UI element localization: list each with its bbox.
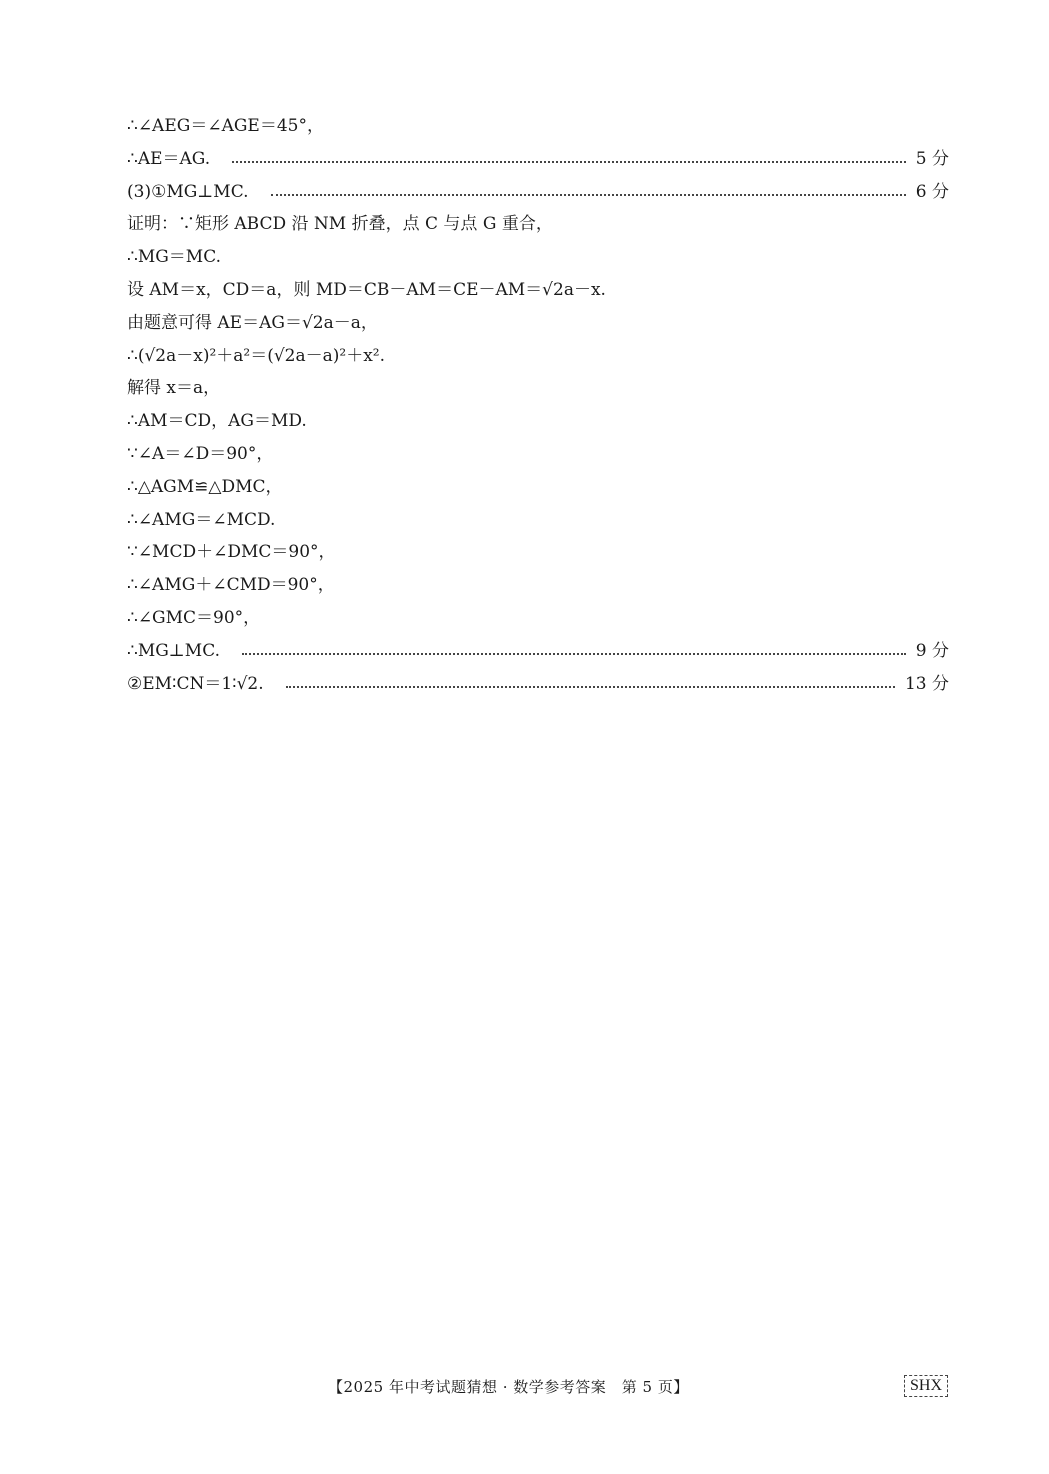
solution-body xyxy=(127,110,949,700)
dot-leader xyxy=(271,194,906,196)
solution-line-8 xyxy=(127,340,949,373)
line-text: ∴AE＝AG. xyxy=(127,148,211,169)
dot-leader xyxy=(232,161,906,163)
score-label: 13 分 xyxy=(904,673,949,694)
page-footer xyxy=(0,1375,1049,1399)
line-text: ∴MG⊥MC. xyxy=(127,640,221,661)
line-text: ∴MG＝MC. xyxy=(127,247,222,268)
solution-line-16 xyxy=(127,602,949,635)
line-text: 由题意可得 AE＝AG＝√2a－a， xyxy=(127,312,378,333)
solution-line-3 xyxy=(127,176,949,209)
line-text: ∴∠GMC＝90°， xyxy=(127,607,261,628)
score-label: 9 分 xyxy=(915,640,949,661)
line-text: 设 AM＝x，CD＝a，则 MD＝CB－AM＝CE－AM＝√2a－x. xyxy=(127,279,606,300)
line-text: ∵∠MCD＋∠DMC＝90°， xyxy=(127,542,336,563)
line-text: ∴∠AMG＋∠CMD＝90°， xyxy=(127,575,335,596)
line-text: 证明：∵矩形 ABCD 沿 NM 折叠，点 C 与点 G 重合， xyxy=(127,214,553,235)
score-label: 5 分 xyxy=(915,148,949,169)
solution-line-15 xyxy=(127,569,949,602)
line-text: ∴∠AMG＝∠MCD. xyxy=(127,509,276,530)
solution-line-1 xyxy=(127,110,949,143)
line-text: 解得 x＝a， xyxy=(127,378,221,399)
solution-line-12 xyxy=(127,471,949,504)
paper-code-box: SHX xyxy=(904,1375,948,1397)
solution-line-13 xyxy=(127,504,949,537)
solution-line-4 xyxy=(127,208,949,241)
line-text: ∴AM＝CD，AG＝MD. xyxy=(127,411,307,432)
solution-line-6 xyxy=(127,274,949,307)
solution-line-14 xyxy=(127,536,949,569)
score-label: 6 分 xyxy=(915,181,949,202)
line-text: ②EM∶CN＝1∶√2. xyxy=(127,673,264,694)
solution-line-7 xyxy=(127,307,949,340)
solution-line-18 xyxy=(127,668,949,701)
solution-line-5 xyxy=(127,241,949,274)
solution-line-2 xyxy=(127,143,949,176)
footer-text: 【2025 年中考试题猜想 · 数学参考答案 第 5 页】 xyxy=(328,1378,689,1396)
line-text: (3)①MG⊥MC. xyxy=(127,181,249,202)
solution-line-10 xyxy=(127,405,949,438)
dot-leader xyxy=(286,686,895,688)
solution-line-11 xyxy=(127,438,949,471)
line-text: ∴(√2a－x)²＋a²＝(√2a－a)²＋x². xyxy=(127,345,386,366)
line-text: ∴∠AEG＝∠AGE＝45°， xyxy=(127,116,324,136)
line-text: ∵∠A＝∠D＝90°， xyxy=(127,443,274,464)
solution-line-17 xyxy=(127,635,949,668)
line-text: ∴△AGM≌△DMC， xyxy=(127,476,283,497)
dot-leader xyxy=(242,653,906,655)
solution-line-9 xyxy=(127,372,949,405)
